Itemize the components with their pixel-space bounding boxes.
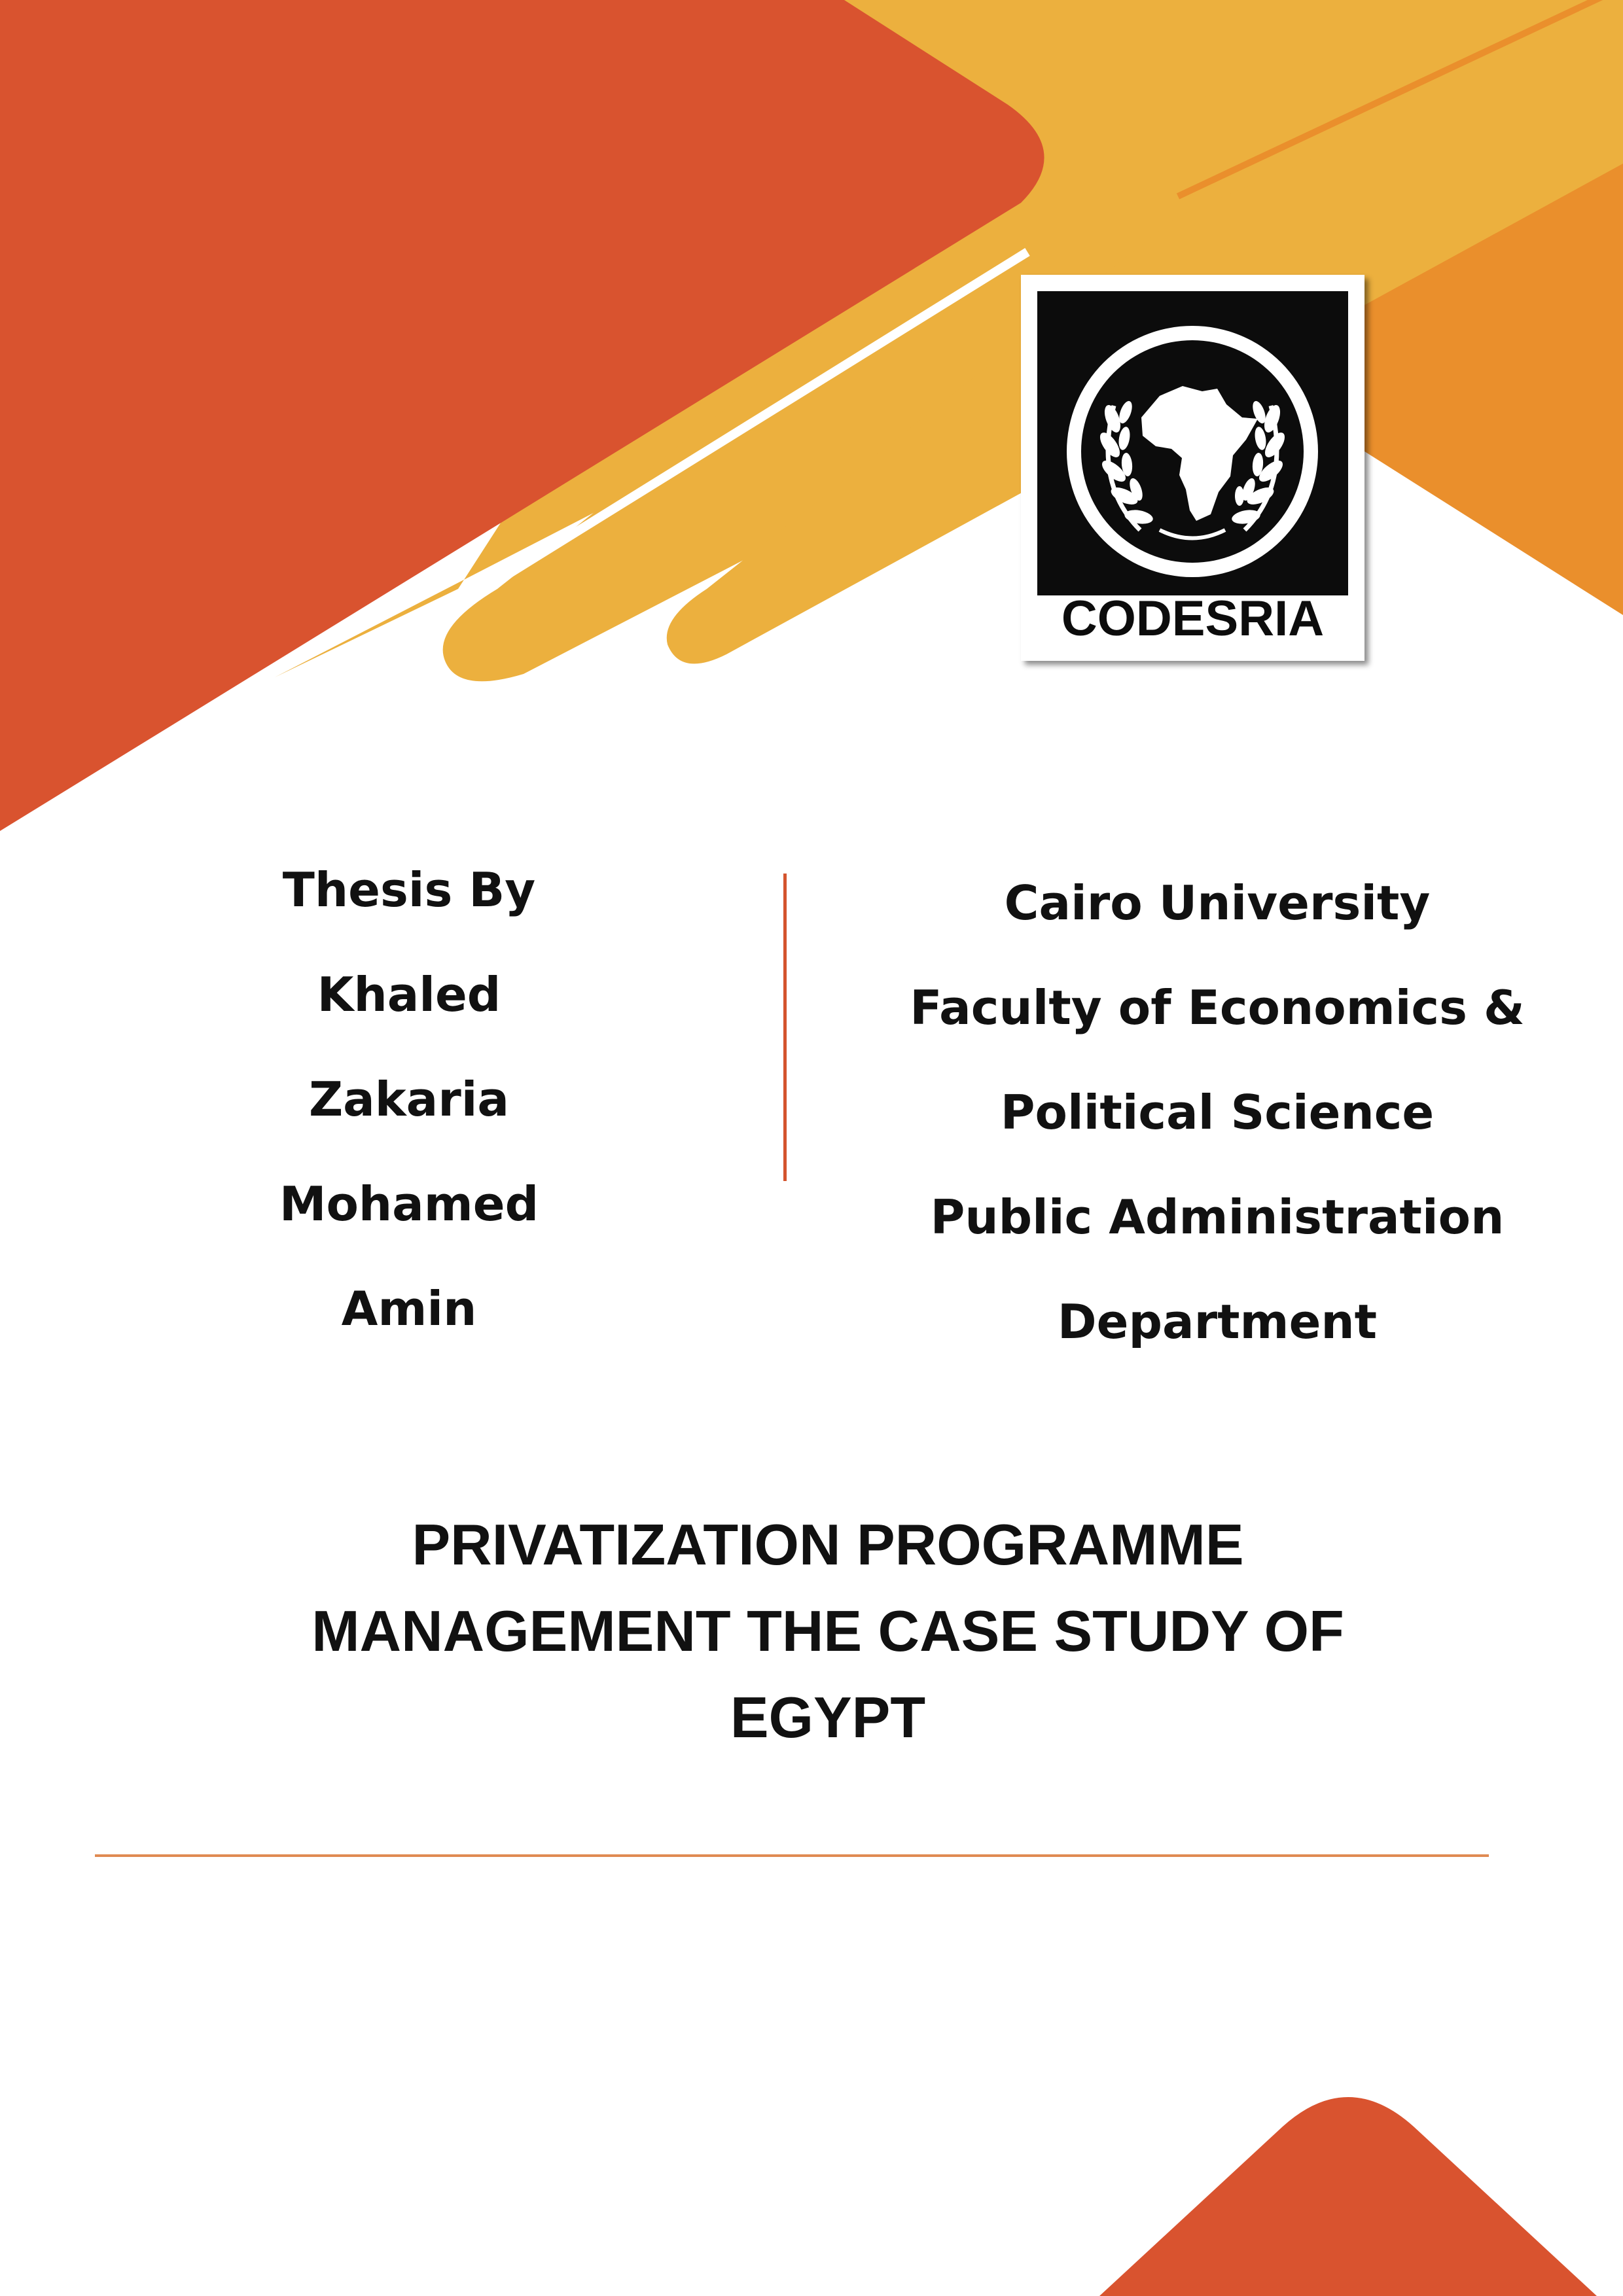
author-name-line: Zakaria [308,1072,510,1127]
thesis-by-heading: Thesis By [282,862,536,917]
institution-block [831,851,1603,1374]
institution-line: Cairo University [1004,875,1431,930]
title-line: EGYPT [730,1685,926,1750]
bottom-triangle [1099,2097,1597,2296]
africa-laurel-emblem-icon [1061,321,1323,582]
institution-line: Faculty of Economics & [910,980,1525,1035]
column-divider [783,874,787,1181]
title-line: MANAGEMENT THE CASE STUDY OF [312,1598,1344,1663]
thesis-title [131,1502,1525,1761]
institution-line: Political Science [1000,1085,1435,1140]
author-name-line: Khaled [317,967,501,1022]
codesria-logo [1021,275,1364,661]
author-name-line: Mohamed [279,1176,539,1231]
institution-line: Public Administration [930,1190,1505,1245]
logo-wordmark: CODESRIA [1037,595,1348,641]
horizontal-rule [95,1854,1489,1857]
title-line: PRIVATIZATION PROGRAMME [412,1512,1244,1577]
logo-black-panel [1037,291,1348,646]
author-name-line: Amin [341,1281,477,1336]
institution-line: Department [1057,1294,1378,1349]
author-block [164,838,654,1361]
